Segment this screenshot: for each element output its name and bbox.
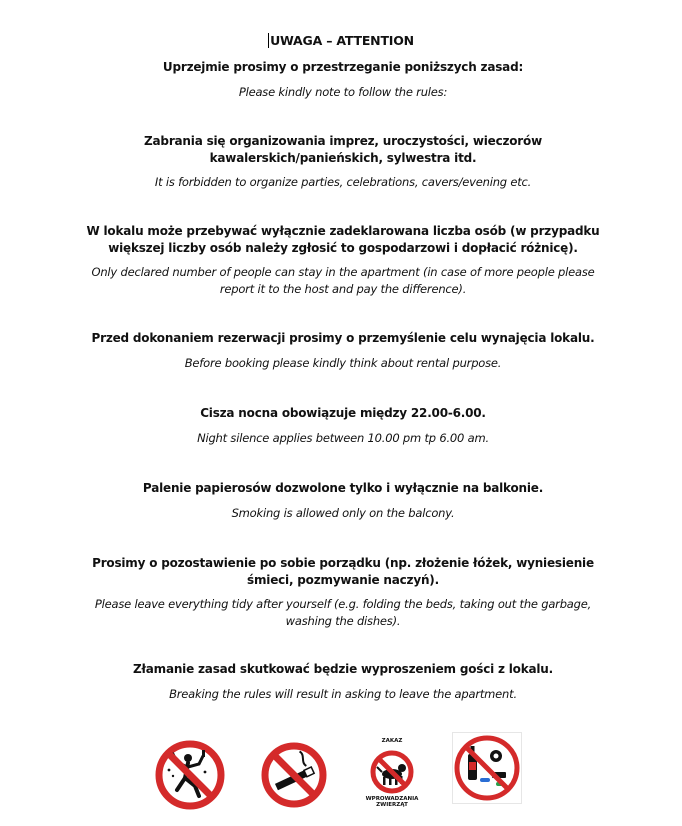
rule-4-pl: Cisza nocna obowiązuje między 22.00-6.00. xyxy=(200,406,486,420)
no-alcohol-sign-icon xyxy=(452,732,522,804)
intro-en: Please kindly note to follow the rules: xyxy=(238,85,448,99)
rule-3-pl: Przed dokonaniem rezerwacji prosimy o przemyślenie celu wynajęcia lokalu. xyxy=(91,331,595,345)
text-cursor xyxy=(268,33,269,48)
prohibition-signs xyxy=(0,730,682,810)
page-title-text: UWAGA – ATTENTION xyxy=(270,33,414,48)
rule-2-pl: W lokalu może przebywać wyłącznie zadeklarowana liczba osób (w przypadku większej liczby osób należy zgłosić to gospodarzowi i dopłacić różnicę). xyxy=(86,224,600,255)
rule-3-en: Before booking please kindly think about rental purpose. xyxy=(184,356,502,370)
page-title xyxy=(0,33,682,48)
no-smoking-sign-icon xyxy=(261,742,327,808)
no-party-sign-icon xyxy=(155,740,225,810)
rule-6-en: Please leave everything tidy after yourself (e.g. folding the beds, taking out the garbage, washing the dishes). xyxy=(94,597,592,628)
intro-pl: Uprzejmie prosimy o przestrzeganie poniższych zasad: xyxy=(162,60,524,74)
rule-5-pl: Palenie papierosów dozwolone tylko i wyłącznie na balkonie. xyxy=(142,481,544,495)
no-pets-sign-icon xyxy=(356,734,428,814)
rule-2-en: Only declared number of people can stay in the apartment (in case of more people please report it to the host and pay the difference). xyxy=(91,265,595,296)
rule-4-en: Night silence applies between 10.00 pm tp 6.00 am. xyxy=(197,431,489,445)
rule-7-en: Breaking the rules will result in asking to leave the apartment. xyxy=(169,687,517,701)
rule-6-pl: Prosimy o pozostawienie po sobie porządku (np. złożenie łóżek, wyniesienie śmieci, pozmywanie naczyń). xyxy=(92,556,594,587)
rule-7-pl: Złamanie zasad skutkować będzie wyproszeniem gości z lokalu. xyxy=(132,662,554,676)
no-pets-sign-top-text: ZAKAZ xyxy=(381,738,403,744)
rule-1-en: It is forbidden to organize parties, celebrations, cavers/evening etc. xyxy=(154,175,532,189)
no-pets-sign-bottom-text: WPROWADZANIA ZWIERZĄT xyxy=(365,796,419,808)
rule-1-pl: Zabrania się organizowania imprez, uroczystości, wieczorów kawalerskich/panieńskich, sylwestra itd. xyxy=(144,134,542,165)
rule-5-en: Smoking is allowed only on the balcony. xyxy=(231,506,455,520)
